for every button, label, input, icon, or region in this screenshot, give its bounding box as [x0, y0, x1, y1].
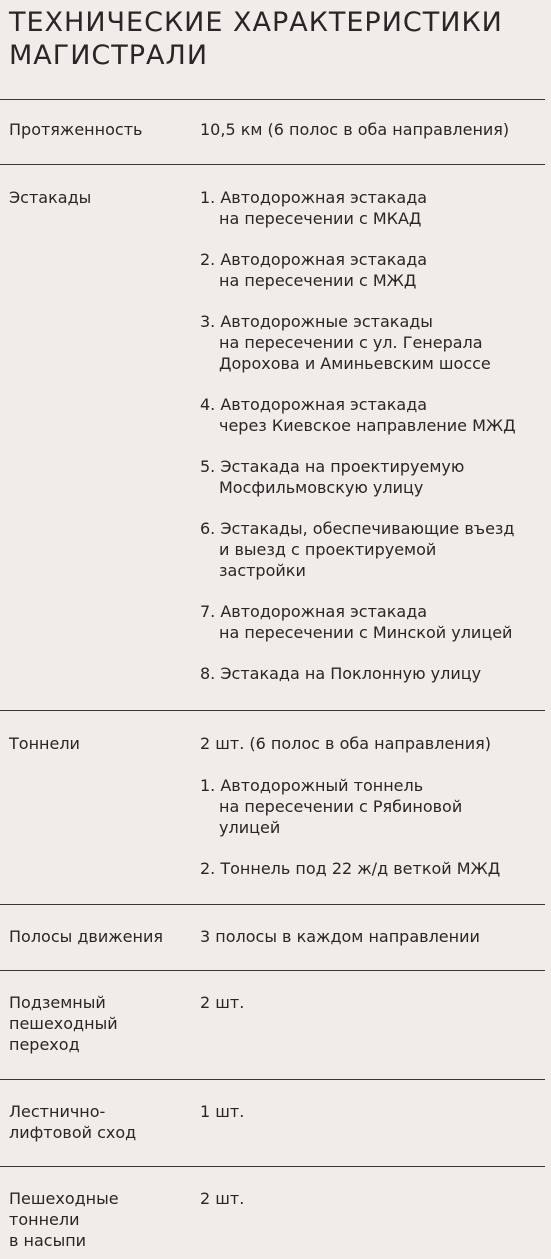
spec-label-line: переход	[9, 1035, 80, 1054]
spec-value-text: 2 шт.	[200, 1189, 245, 1208]
list-item-line: на пересечении с Рябиновой	[219, 797, 463, 816]
list-item	[200, 394, 551, 436]
list-item-line: Дорохова и Аминьевским шоссе	[219, 354, 491, 373]
divider	[0, 1166, 545, 1167]
spec-value-text: 1 шт.	[200, 1102, 245, 1121]
list-item	[200, 775, 551, 838]
spec-label-line: Лестнично-	[9, 1102, 106, 1121]
list-item-line: 7. Автодорожная эстакада	[200, 602, 428, 621]
spec-value-text: 3 полосы в каждом направлении	[200, 927, 480, 946]
list-item	[200, 601, 551, 643]
list-item-line: на пересечении с ул. Генерала	[219, 333, 483, 352]
spec-label-line: лифтовой сход	[9, 1123, 137, 1142]
spec-label	[9, 992, 189, 1055]
page-title	[9, 6, 549, 72]
spec-label-line: в насыпи	[9, 1231, 87, 1250]
list-item-line: через Киевское направление МЖД	[219, 416, 516, 435]
list-item-line: 6. Эстакады, обеспечивающие въезд	[200, 519, 515, 538]
spec-label-line: Протяженность	[9, 120, 143, 139]
spec-value	[200, 1101, 551, 1122]
list-item-line: 1. Автодорожный тоннель	[200, 776, 424, 795]
spec-label-line: Пешеходные	[9, 1189, 119, 1208]
spec-value	[200, 1188, 551, 1209]
divider	[0, 164, 545, 165]
list-item-line: на пересечении с МЖД	[219, 271, 417, 290]
divider	[0, 710, 545, 711]
list-item	[200, 858, 551, 879]
spec-value-list	[200, 187, 551, 684]
list-item-line: улицей	[219, 818, 281, 837]
list-item-line: 8. Эстакада на Поклонную улицу	[200, 664, 482, 683]
title-line: МАГИСТРАЛИ	[9, 40, 209, 71]
spec-label-line: Полосы движения	[9, 927, 163, 946]
spec-label	[9, 1188, 189, 1251]
spec-value-text: 2 шт. (6 полос в оба направления)	[200, 734, 492, 753]
list-item-line: 5. Эстакада на проектируемую	[200, 457, 465, 476]
title-line: ТЕХНИЧЕСКИЕ ХАРАКТЕРИСТИКИ	[9, 7, 503, 38]
spec-value-list	[200, 733, 551, 879]
spec-label	[9, 119, 189, 140]
spec-label	[9, 187, 189, 208]
list-item	[200, 518, 551, 581]
divider	[0, 970, 545, 971]
spec-value	[200, 992, 551, 1013]
spec-value-text: 2 шт.	[200, 993, 245, 1012]
list-item	[200, 187, 551, 229]
spec-label-line: пешеходный	[9, 1014, 118, 1033]
spec-label	[9, 926, 189, 947]
divider	[0, 904, 545, 905]
list-item	[200, 249, 551, 291]
spec-value	[200, 119, 551, 140]
spec-value-text: 10,5 км (6 полос в оба направления)	[200, 120, 510, 139]
spec-label-line: тоннели	[9, 1210, 80, 1229]
list-item	[200, 311, 551, 374]
spec-label	[9, 1101, 189, 1143]
spec-label-line: Подземный	[9, 993, 106, 1012]
spec-value	[200, 926, 551, 947]
divider	[0, 99, 545, 100]
list-item-line: на пересечении с МКАД	[219, 209, 422, 228]
list-item-line: 4. Автодорожная эстакада	[200, 395, 428, 414]
list-item-line: 2. Тоннель под 22 ж/д веткой МЖД	[200, 859, 501, 878]
list-item	[200, 663, 551, 684]
list-item-line: и выезд с проектируемой	[219, 540, 437, 559]
spec-label-line: Эстакады	[9, 188, 92, 207]
list-item-line: 3. Автодорожные эстакады	[200, 312, 433, 331]
spec-label-line: Тоннели	[9, 734, 80, 753]
list-item	[200, 456, 551, 498]
list-item-line: 2. Автодорожная эстакада	[200, 250, 428, 269]
list-item-line: на пересечении с Минской улицей	[219, 623, 513, 642]
list-item-line: 1. Автодорожная эстакада	[200, 188, 428, 207]
divider	[0, 1079, 545, 1080]
list-item-line: Мосфильмовскую улицу	[219, 478, 424, 497]
list-item-line: застройки	[219, 561, 306, 580]
spec-label	[9, 733, 189, 754]
